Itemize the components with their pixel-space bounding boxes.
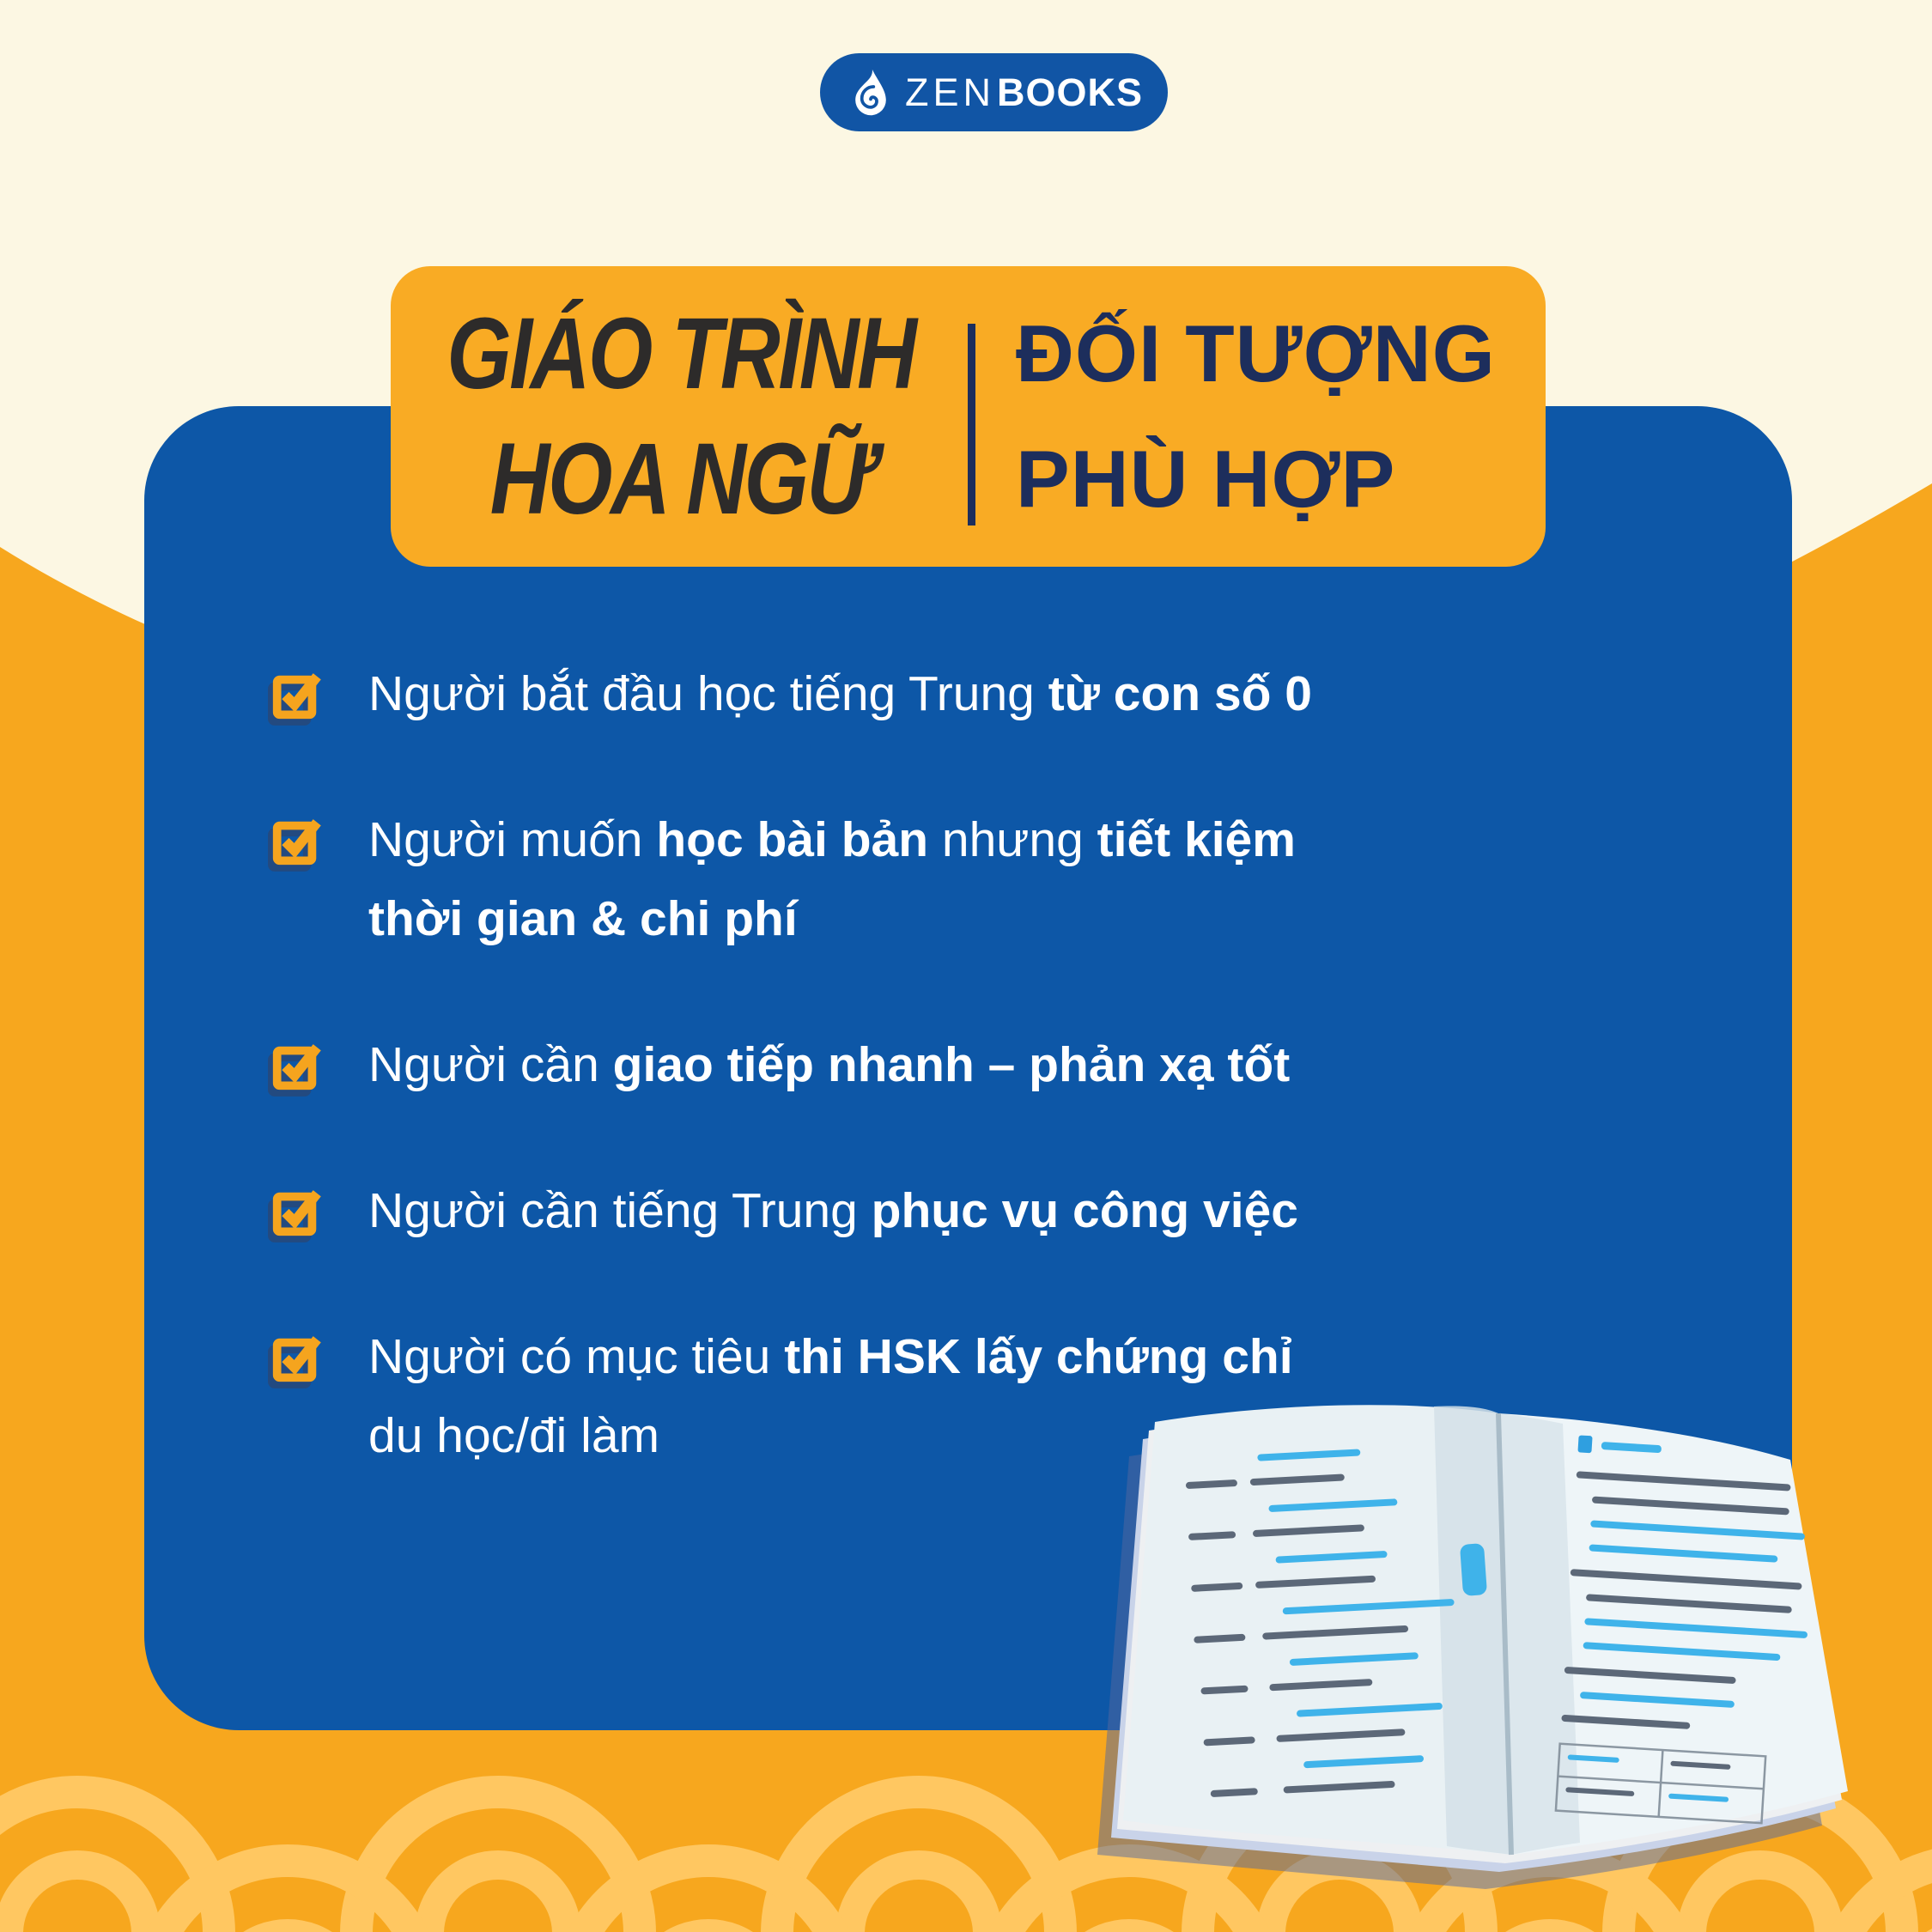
checklist-item	[269, 800, 1625, 958]
open-book-image	[1065, 1372, 1872, 1932]
checklist-item-text: Người bắt đầu học tiếng Trung từ con số 0	[368, 666, 1313, 721]
title-banner	[391, 266, 1546, 567]
series-title	[443, 266, 919, 567]
checklist-item-text: Người cần giao tiếp nhanh – phản xạ tốt	[368, 1037, 1291, 1092]
checklist-item-text: Người muốn học bài bản nhưng tiết kiệm thời gian & chi phí	[368, 812, 1296, 946]
logo-text-books: BOOKS	[996, 70, 1143, 114]
series-title-line2: HOA NGỮ	[489, 422, 872, 536]
series-title-line1: GIÁO TRÌNH	[447, 297, 915, 410]
logo-text-zen: ZEN	[904, 70, 995, 114]
checklist-item	[269, 1171, 1625, 1250]
checklist-item	[269, 1025, 1625, 1104]
checkbox-checked-icon	[269, 668, 319, 718]
checkbox-checked-icon	[269, 1185, 319, 1235]
section-title-line2: PHÙ HỢP	[1016, 434, 1396, 524]
banner-divider	[968, 324, 975, 526]
section-title-line1: ĐỐI TƯỢNG	[1016, 308, 1496, 398]
section-title	[1016, 266, 1496, 567]
checkbox-checked-icon	[269, 1331, 319, 1381]
checkbox-checked-icon	[269, 1039, 319, 1089]
checklist-item-text: Người cần tiếng Trung phục vụ công việc	[368, 1183, 1298, 1238]
water-drop-spiral-icon	[845, 67, 896, 118]
checklist-item	[269, 654, 1625, 733]
zenbooks-logo	[820, 53, 1168, 131]
chapter-tab	[1460, 1543, 1487, 1596]
checkbox-checked-icon	[269, 814, 319, 864]
checklist-item-text: Người có mục tiêu thi HSK lấy chứng chỉ du học/đi làm	[368, 1329, 1293, 1463]
